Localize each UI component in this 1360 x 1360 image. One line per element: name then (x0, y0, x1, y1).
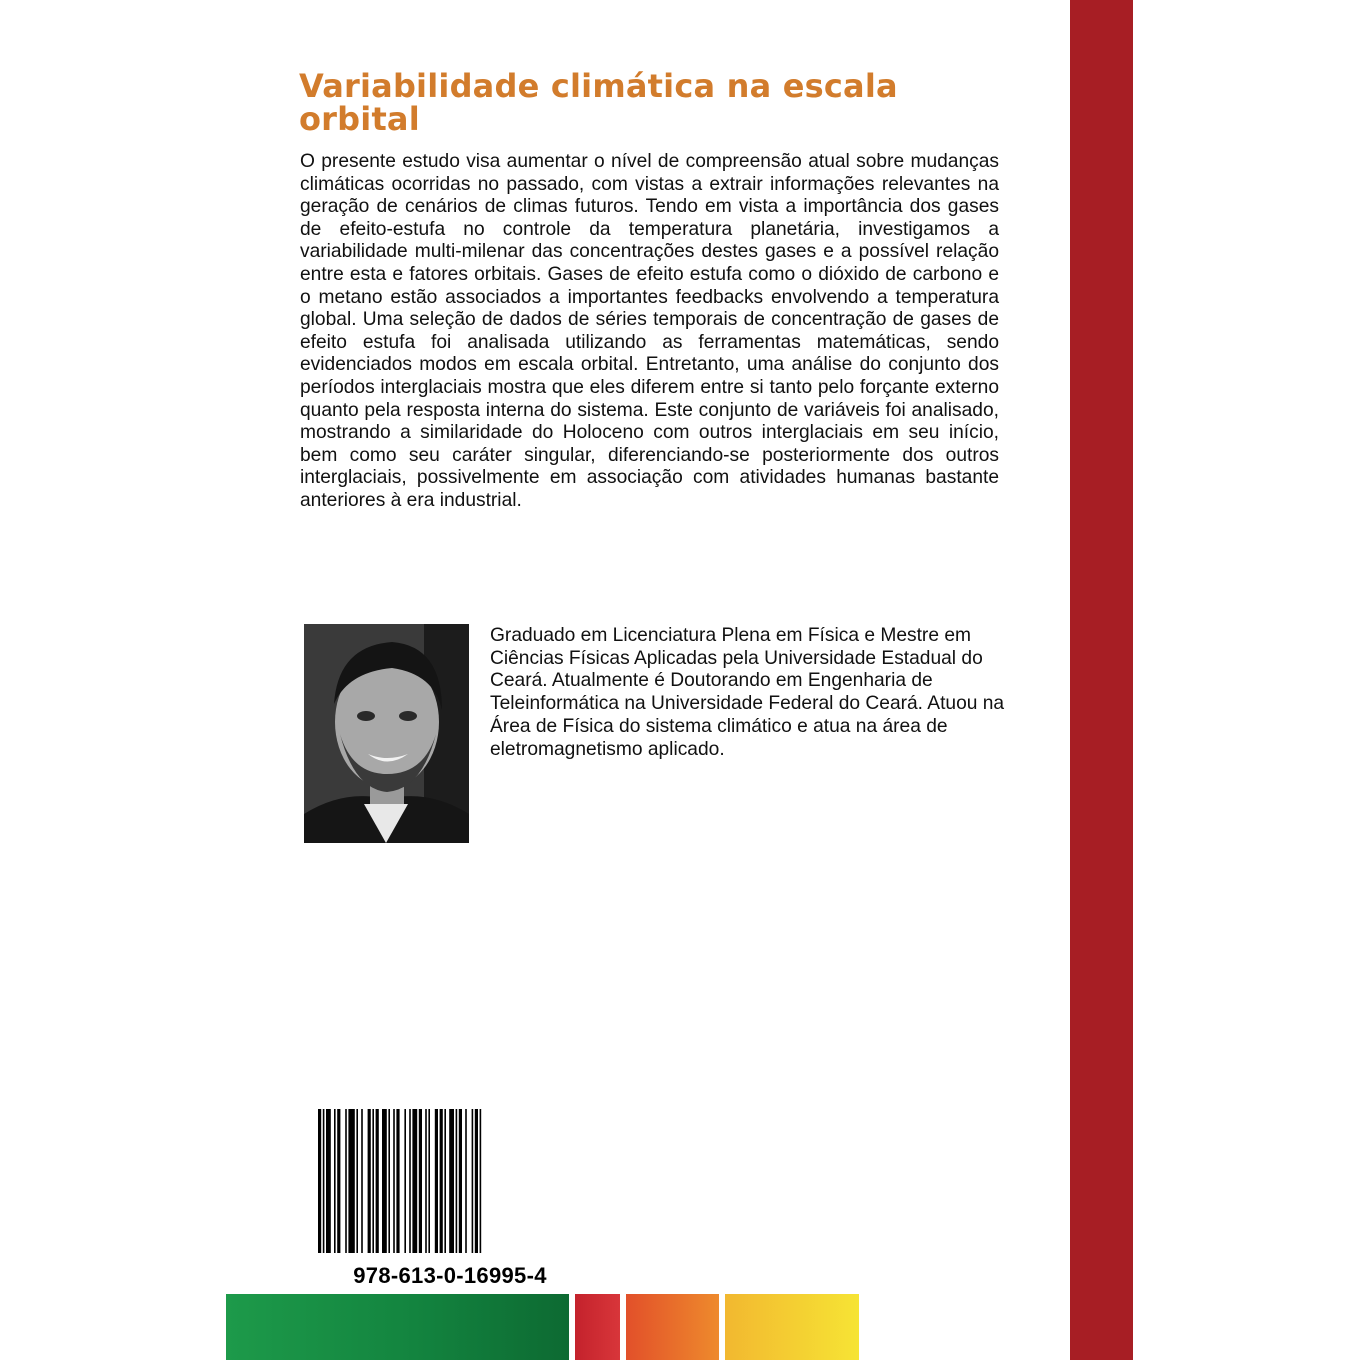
isbn-number: 978-613-0-16995-4 (353, 1263, 547, 1288)
color-strip-yellow (725, 1294, 859, 1360)
color-strip-orange (626, 1294, 719, 1360)
author-bio: Graduado em Licenciatura Plena em Física e Mestre em Ciências Físicas Aplicadas pela Universidade Estadual do Ceará. Atualmente é Doutorando em Engenharia de Teleinformática na Universidade Federal do Ceará. Atuou na Área de Física do sistema climático e atua na área de eletromagnetismo aplicado. (490, 625, 1005, 760)
color-strip-red (575, 1294, 620, 1360)
book-abstract: O presente estudo visa aumentar o nível de compreensão atual sobre mudanças climáticas ocorridas no passado, com vistas a extrair informações relevantes na geração de cenários de climas futuros. Tendo em vista a importância dos gases de efeito-estufa no controle da temperatura planetária, investigamos a variabilidade multi-milenar das concentrações destes gases e a possível relação entre esta e fatores orbitais. Gases de efeito estufa como o dióxido de carbono e o metano estão associados a importantes feedbacks envolvendo a temperatura global. Uma seleção de dados de séries temporais de concentração de gases de efeito estufa foi analisada utilizando as ferramentas matemáticas, sendo evidenciados modos em escala orbital. Entretanto, uma análise do conjunto dos períodos interglaciais mostra que eles diferem entre si tanto pelo forçante externo quanto pela resposta interna do sistema. Este conjunto de variáveis foi analisado, mostrando a similaridade do Holoceno com outros interglaciais em seu início, bem como seu caráter singular, diferenciando-se posteriormente dos outros interglaciais, possivelmente em associação com atividades humanas bastante anteriores à era industrial. (300, 151, 999, 511)
color-strip-green (226, 1294, 569, 1360)
book-title: Variabilidade climática na escala orbital (299, 67, 898, 138)
author-photo (304, 624, 469, 843)
isbn-barcode (316, 1109, 584, 1253)
book-spine (1070, 0, 1133, 1360)
